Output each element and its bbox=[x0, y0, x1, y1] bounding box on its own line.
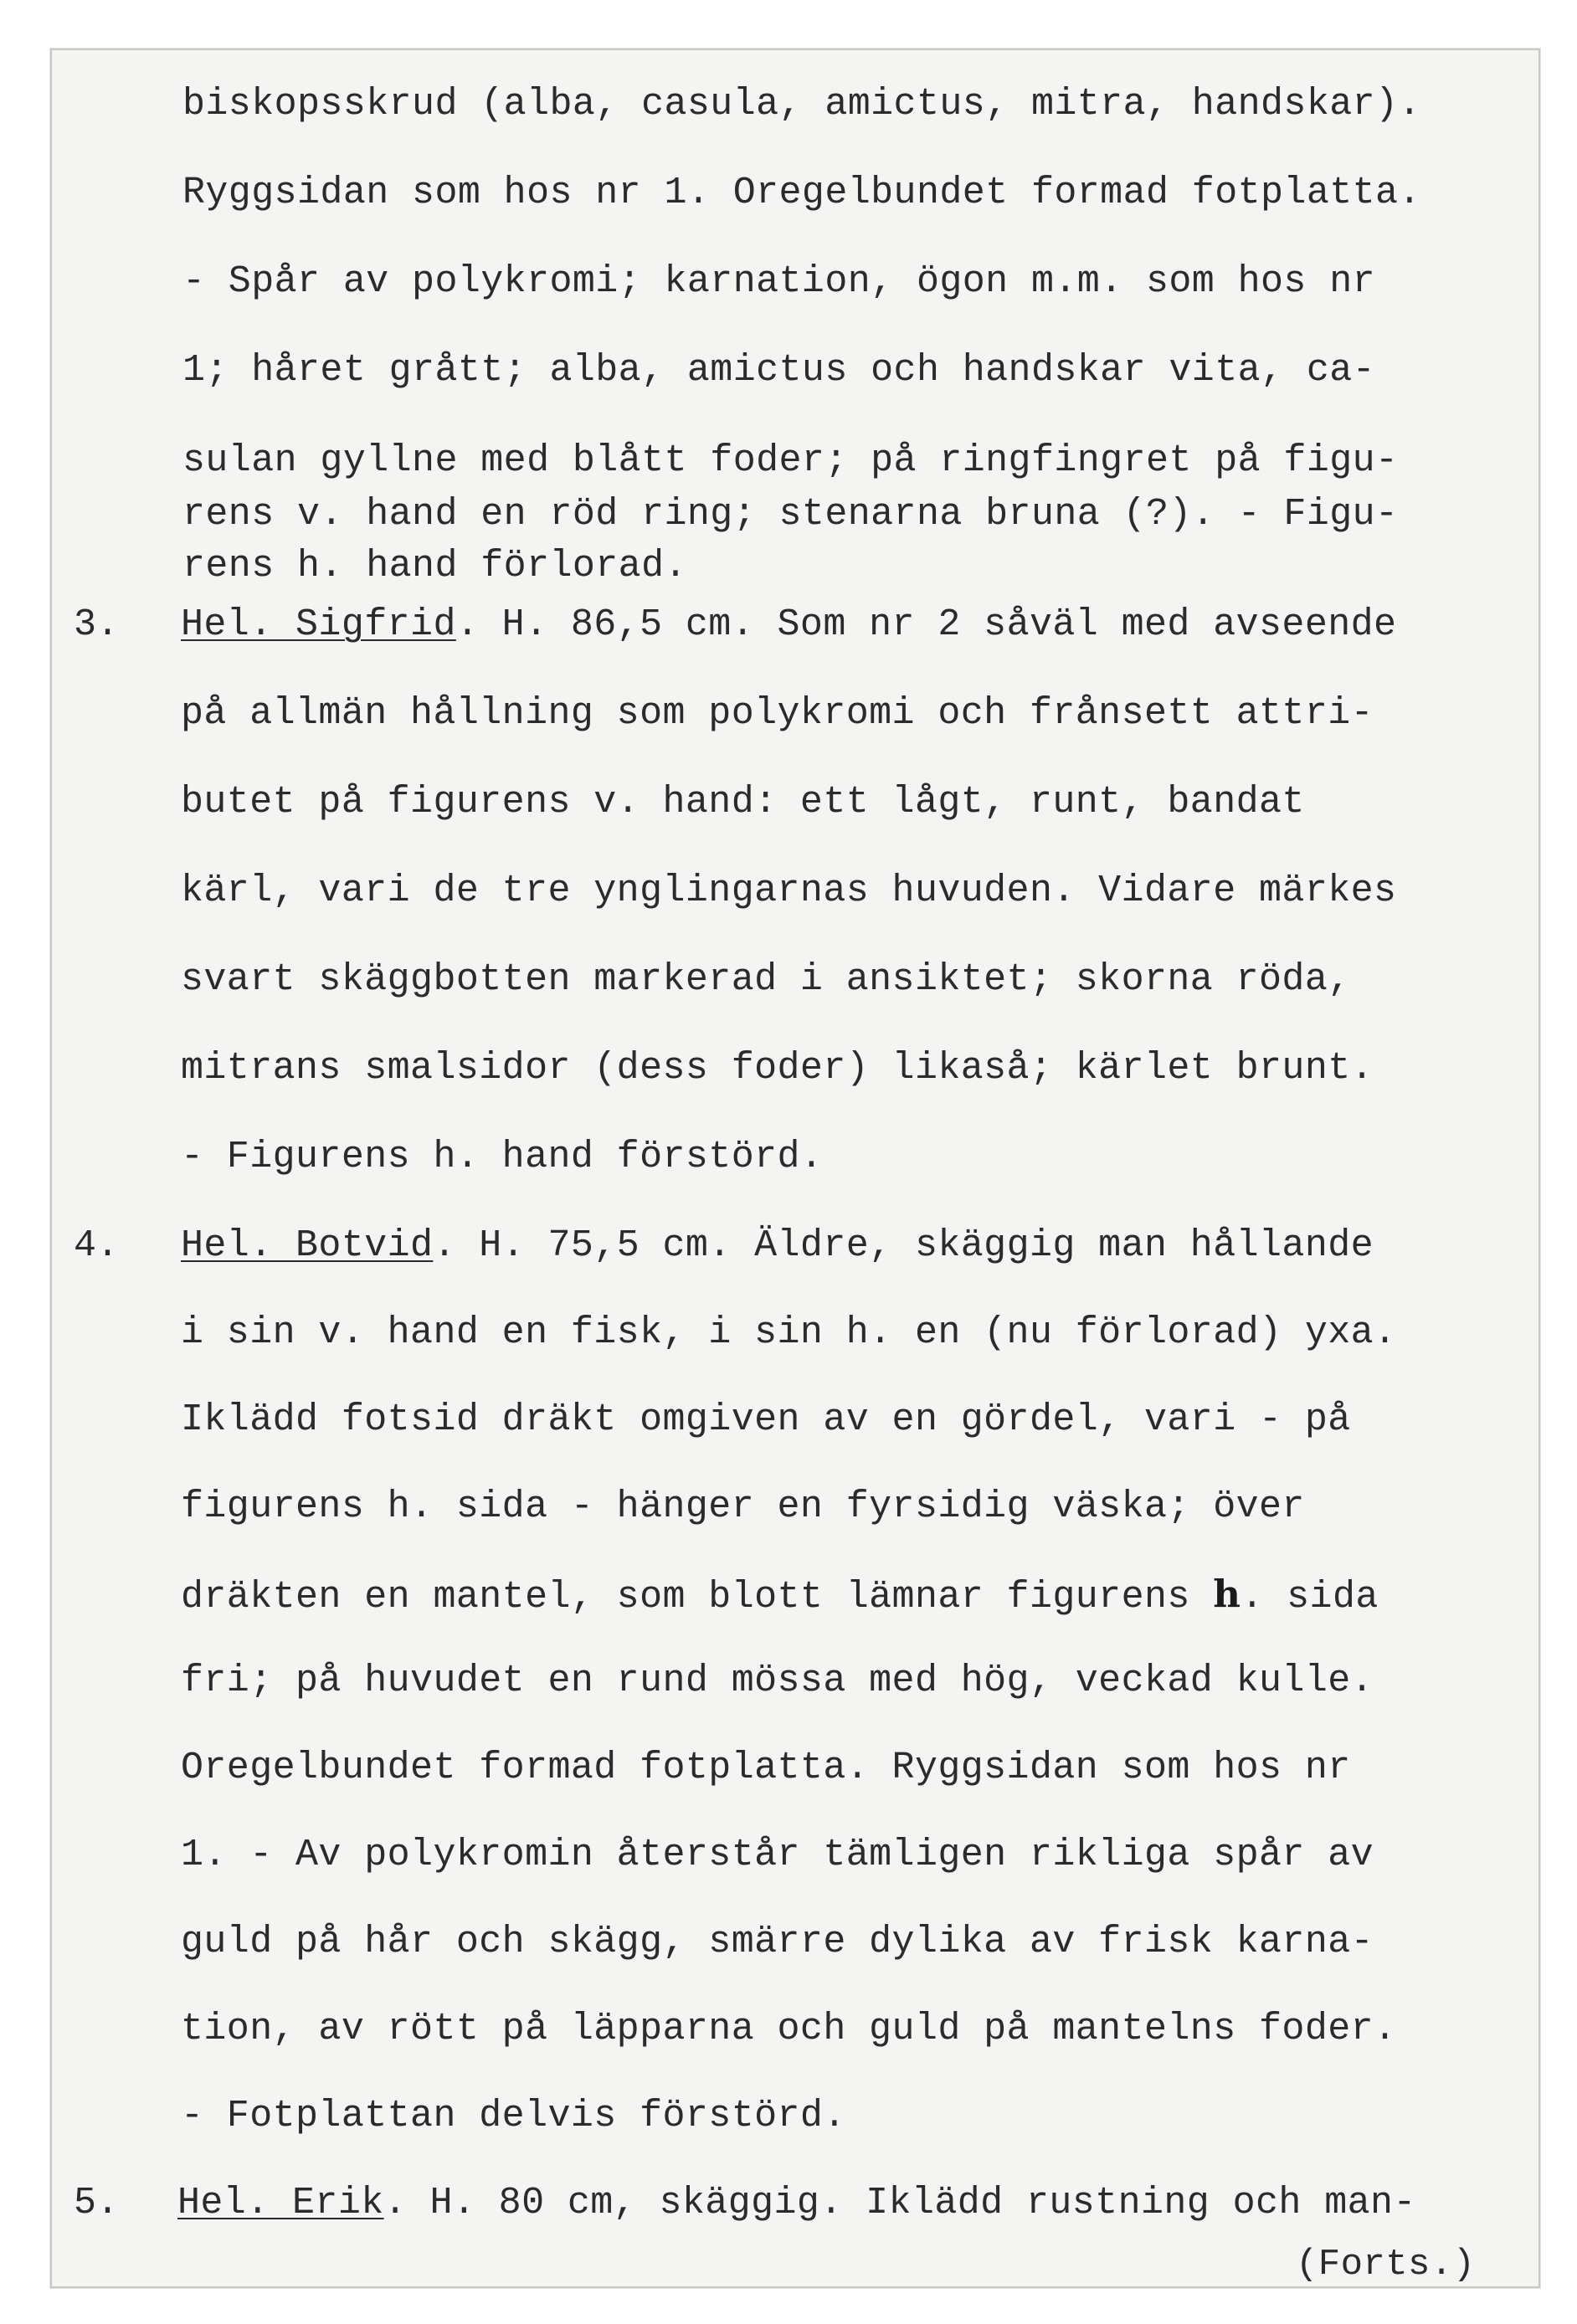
entry-number: 3. bbox=[74, 603, 120, 646]
text-line: - Fotplattan delvis förstörd. bbox=[181, 2095, 846, 2137]
text-line: svart skäggbotten markerad i ansiktet; skorna röda, bbox=[181, 958, 1351, 1001]
text-line: på allmän hållning som polykromi och frånsett attri- bbox=[181, 692, 1374, 735]
text-line: Iklädd fotsid dräkt omgiven av en gördel, vari - på bbox=[181, 1398, 1351, 1441]
text-line: rens v. hand en röd ring; stenarna bruna (?). - Figu- bbox=[182, 493, 1399, 536]
continuation-marker: (Forts.) bbox=[1296, 2244, 1476, 2286]
text-line-with-correction bbox=[181, 1572, 1379, 1619]
entry-first-line: . H. 80 cm, skäggig. Iklädd rustning och man- bbox=[383, 2182, 1416, 2224]
text-line: 1. - Av polykromin återstår tämligen rikliga spår av bbox=[181, 1834, 1374, 1876]
entry-first-line: . H. 86,5 cm. Som nr 2 såväl med avseende bbox=[455, 603, 1397, 646]
text-line: butet på figurens v. hand: ett lågt, runt, bandat bbox=[181, 781, 1305, 823]
text-line: tion, av rött på läpparna och guld på mantelns foder. bbox=[181, 2008, 1397, 2050]
entry-name: Hel. Botvid bbox=[181, 1224, 434, 1267]
entry-heading bbox=[181, 603, 1397, 646]
typed-page bbox=[50, 49, 1540, 2288]
handwritten-correction: h bbox=[1213, 1572, 1241, 1616]
text-line: biskopsskrud (alba, casula, amictus, mitra, handskar). bbox=[182, 83, 1421, 126]
text-line: rens h. hand förlorad. bbox=[182, 545, 687, 587]
entry-name: Hel. Sigfrid bbox=[181, 603, 456, 646]
entry-number: 5. bbox=[74, 2182, 120, 2224]
text-line: guld på hår och skägg, smärre dylika av frisk karna- bbox=[181, 1921, 1374, 1963]
text-line: sulan gyllne med blått foder; på ringfingret på figu- bbox=[182, 439, 1399, 482]
correction-after: . sida bbox=[1241, 1576, 1379, 1619]
text-line: kärl, vari de tre ynglingarnas huvuden. Vidare märkes bbox=[181, 870, 1397, 912]
text-line: Ryggsidan som hos nr 1. Oregelbundet formad fotplatta. bbox=[182, 172, 1421, 214]
text-line: Oregelbundet formad fotplatta. Ryggsidan som hos nr bbox=[181, 1747, 1351, 1789]
text-line: - Spår av polykromi; karnation, ögon m.m. som hos nr bbox=[182, 260, 1376, 303]
entry-heading bbox=[177, 2184, 1416, 2222]
entry-number: 4. bbox=[74, 1224, 120, 1267]
text-line: - Figurens h. hand förstörd. bbox=[181, 1136, 824, 1178]
entry-name: Hel. Erik bbox=[177, 2182, 384, 2224]
entry-heading bbox=[181, 1224, 1374, 1267]
text-line: figurens h. sida - hänger en fyrsidig väska; över bbox=[181, 1485, 1305, 1528]
text-line: mitrans smalsidor (dess foder) likaså; kärlet brunt. bbox=[181, 1047, 1374, 1090]
text-line: fri; på huvudet en rund mössa med hög, veckad kulle. bbox=[181, 1660, 1374, 1702]
entry-first-line: . H. 75,5 cm. Äldre, skäggig man hållande bbox=[433, 1224, 1374, 1267]
text-line: 1; håret grått; alba, amictus och handskar vita, ca- bbox=[182, 349, 1376, 392]
correction-before: dräkten en mantel, som blott lämnar figurens bbox=[181, 1576, 1214, 1619]
text-line: i sin v. hand en fisk, i sin h. en (nu förlorad) yxa. bbox=[181, 1311, 1397, 1354]
